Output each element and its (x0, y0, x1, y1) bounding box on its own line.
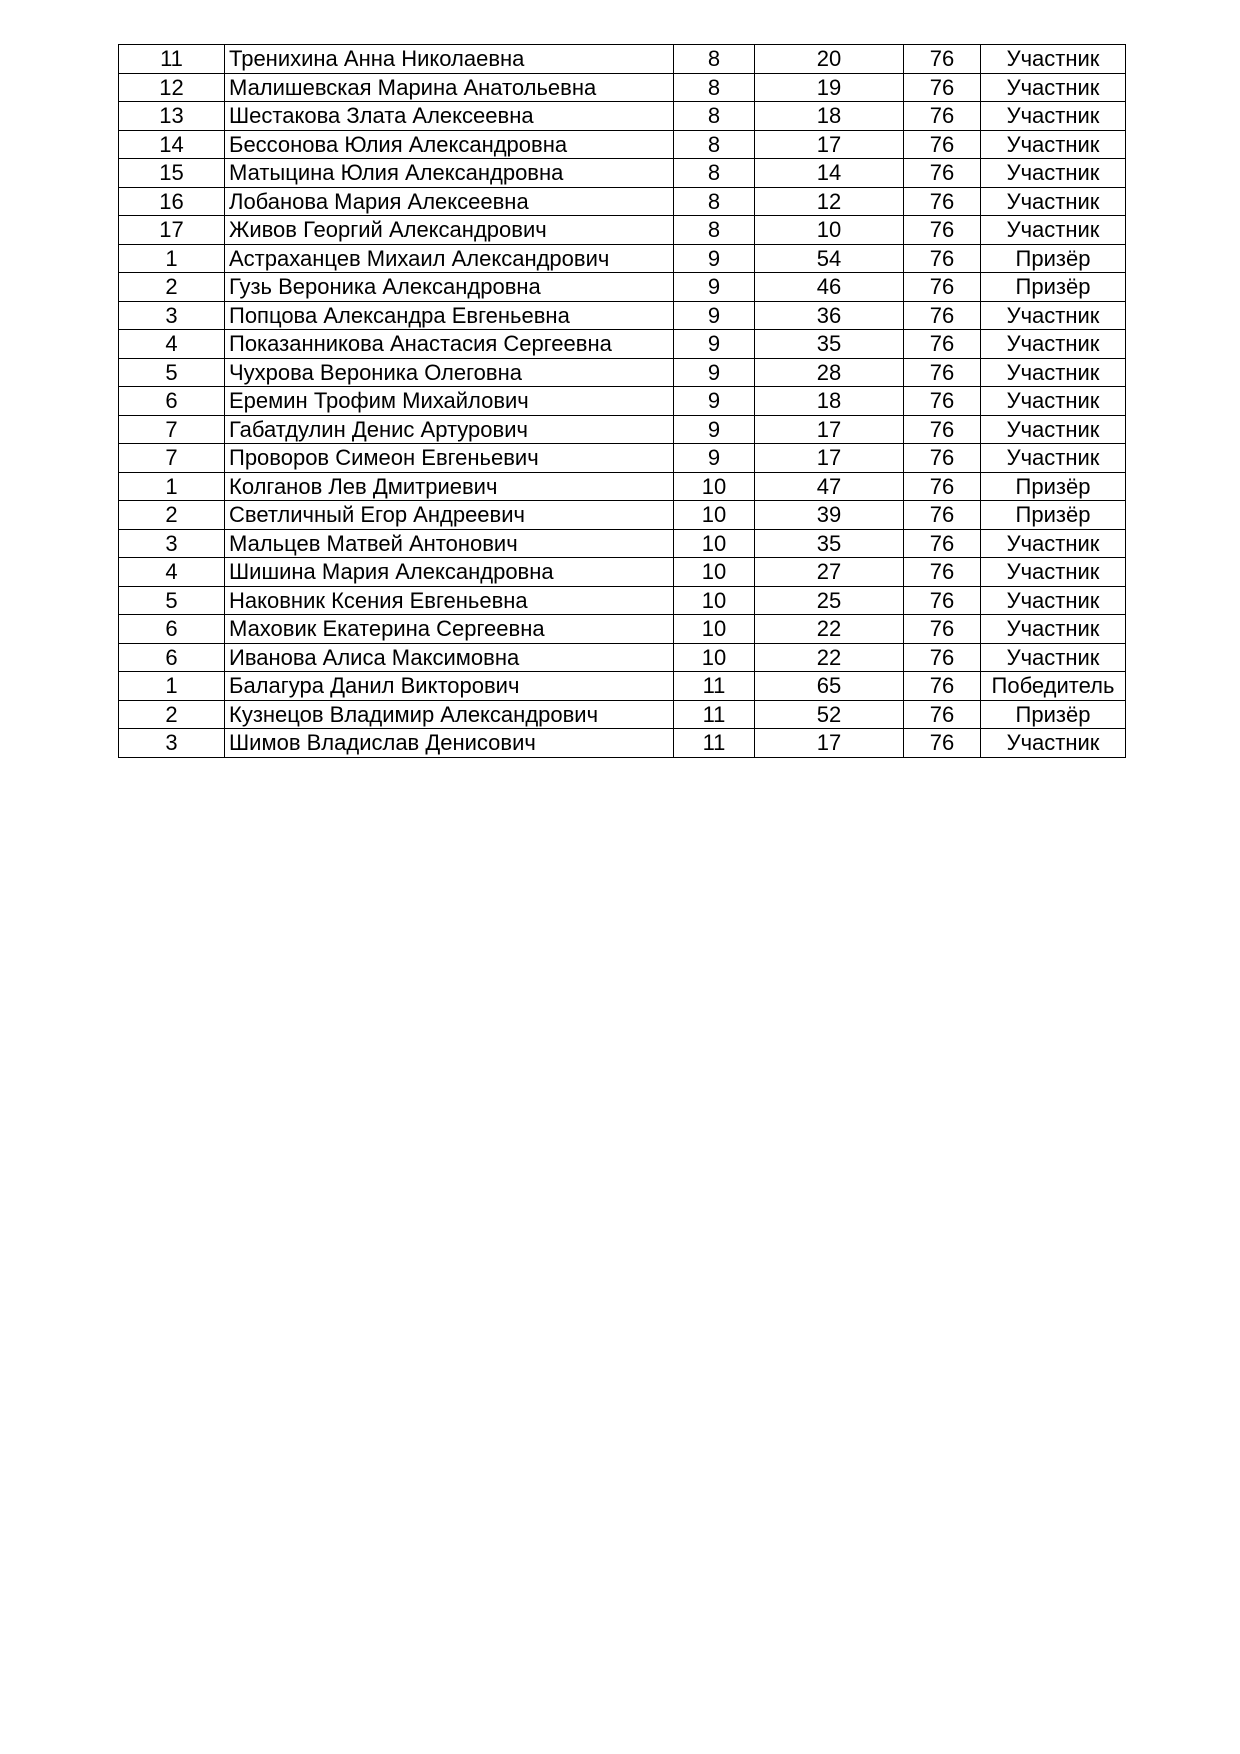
grade-cell: 11 (674, 700, 755, 729)
place-cell: 4 (119, 330, 225, 359)
table-row (119, 472, 1126, 501)
place-cell: 1 (119, 672, 225, 701)
grade-cell: 9 (674, 330, 755, 359)
place-cell: 15 (119, 159, 225, 188)
participant-name-cell: Лобанова Мария Алексеевна (225, 187, 674, 216)
participant-name-cell: Светличный Егор Андреевич (225, 501, 674, 530)
grade-cell: 10 (674, 558, 755, 587)
table-row (119, 672, 1126, 701)
table-row (119, 73, 1126, 102)
participant-name-cell: Живов Георгий Александрович (225, 216, 674, 245)
place-cell: 1 (119, 244, 225, 273)
table-row (119, 700, 1126, 729)
score-cell: 19 (755, 73, 904, 102)
score-cell: 46 (755, 273, 904, 302)
max-score-cell: 76 (904, 700, 981, 729)
max-score-cell: 76 (904, 301, 981, 330)
score-cell: 18 (755, 102, 904, 131)
place-cell: 7 (119, 415, 225, 444)
participant-name-cell: Шестакова Злата Алексеевна (225, 102, 674, 131)
status-cell: Участник (981, 187, 1126, 216)
score-cell: 14 (755, 159, 904, 188)
table-row (119, 529, 1126, 558)
score-cell: 54 (755, 244, 904, 273)
grade-cell: 11 (674, 729, 755, 758)
participant-name-cell: Тренихина Анна Николаевна (225, 45, 674, 74)
participant-name-cell: Бессонова Юлия Александровна (225, 130, 674, 159)
table-row (119, 415, 1126, 444)
table-row (119, 643, 1126, 672)
max-score-cell: 76 (904, 130, 981, 159)
grade-cell: 9 (674, 444, 755, 473)
results-table-body (119, 45, 1126, 758)
status-cell: Победитель (981, 672, 1126, 701)
max-score-cell: 76 (904, 672, 981, 701)
max-score-cell: 76 (904, 729, 981, 758)
participant-name-cell: Еремин Трофим Михайлович (225, 387, 674, 416)
max-score-cell: 76 (904, 586, 981, 615)
status-cell: Участник (981, 387, 1126, 416)
table-row (119, 216, 1126, 245)
status-cell: Участник (981, 415, 1126, 444)
max-score-cell: 76 (904, 330, 981, 359)
max-score-cell: 76 (904, 73, 981, 102)
participant-name-cell: Гузь Вероника Александровна (225, 273, 674, 302)
grade-cell: 8 (674, 73, 755, 102)
status-cell: Участник (981, 159, 1126, 188)
table-row (119, 273, 1126, 302)
score-cell: 25 (755, 586, 904, 615)
score-cell: 22 (755, 643, 904, 672)
grade-cell: 9 (674, 387, 755, 416)
place-cell: 3 (119, 301, 225, 330)
max-score-cell: 76 (904, 273, 981, 302)
max-score-cell: 76 (904, 159, 981, 188)
place-cell: 2 (119, 700, 225, 729)
table-row (119, 102, 1126, 131)
results-table (118, 44, 1126, 758)
participant-name-cell: Показанникова Анастасия Сергеевна (225, 330, 674, 359)
place-cell: 3 (119, 729, 225, 758)
table-row (119, 244, 1126, 273)
max-score-cell: 76 (904, 558, 981, 587)
place-cell: 2 (119, 273, 225, 302)
table-row (119, 558, 1126, 587)
participant-name-cell: Чухрова Вероника Олеговна (225, 358, 674, 387)
table-row (119, 159, 1126, 188)
max-score-cell: 76 (904, 615, 981, 644)
place-cell: 14 (119, 130, 225, 159)
participant-name-cell: Малишевская Марина Анатольевна (225, 73, 674, 102)
max-score-cell: 76 (904, 187, 981, 216)
status-cell: Участник (981, 216, 1126, 245)
max-score-cell: 76 (904, 444, 981, 473)
place-cell: 4 (119, 558, 225, 587)
participant-name-cell: Маховик Екатерина Сергеевна (225, 615, 674, 644)
status-cell: Призёр (981, 501, 1126, 530)
place-cell: 5 (119, 358, 225, 387)
participant-name-cell: Иванова Алиса Максимовна (225, 643, 674, 672)
participant-name-cell: Проворов Симеон Евгеньевич (225, 444, 674, 473)
score-cell: 28 (755, 358, 904, 387)
place-cell: 11 (119, 45, 225, 74)
status-cell: Участник (981, 444, 1126, 473)
grade-cell: 9 (674, 301, 755, 330)
max-score-cell: 76 (904, 387, 981, 416)
score-cell: 18 (755, 387, 904, 416)
place-cell: 3 (119, 529, 225, 558)
grade-cell: 9 (674, 415, 755, 444)
score-cell: 65 (755, 672, 904, 701)
participant-name-cell: Наковник Ксения Евгеньевна (225, 586, 674, 615)
participant-name-cell: Колганов Лев Дмитриевич (225, 472, 674, 501)
place-cell: 7 (119, 444, 225, 473)
grade-cell: 8 (674, 45, 755, 74)
place-cell: 16 (119, 187, 225, 216)
score-cell: 17 (755, 415, 904, 444)
status-cell: Участник (981, 102, 1126, 131)
grade-cell: 9 (674, 244, 755, 273)
table-row (119, 586, 1126, 615)
grade-cell: 8 (674, 102, 755, 131)
max-score-cell: 76 (904, 102, 981, 131)
table-row (119, 301, 1126, 330)
table-row (119, 330, 1126, 359)
status-cell: Призёр (981, 273, 1126, 302)
grade-cell: 10 (674, 529, 755, 558)
score-cell: 20 (755, 45, 904, 74)
grade-cell: 10 (674, 615, 755, 644)
score-cell: 35 (755, 529, 904, 558)
status-cell: Участник (981, 45, 1126, 74)
status-cell: Призёр (981, 244, 1126, 273)
score-cell: 36 (755, 301, 904, 330)
participant-name-cell: Астраханцев Михаил Александрович (225, 244, 674, 273)
participant-name-cell: Матыцина Юлия Александровна (225, 159, 674, 188)
score-cell: 47 (755, 472, 904, 501)
place-cell: 2 (119, 501, 225, 530)
grade-cell: 10 (674, 586, 755, 615)
score-cell: 17 (755, 130, 904, 159)
participant-name-cell: Балагура Данил Викторович (225, 672, 674, 701)
table-row (119, 615, 1126, 644)
score-cell: 12 (755, 187, 904, 216)
place-cell: 1 (119, 472, 225, 501)
max-score-cell: 76 (904, 643, 981, 672)
status-cell: Призёр (981, 472, 1126, 501)
score-cell: 17 (755, 729, 904, 758)
status-cell: Призёр (981, 700, 1126, 729)
table-row (119, 187, 1126, 216)
table-row (119, 130, 1126, 159)
score-cell: 39 (755, 501, 904, 530)
place-cell: 6 (119, 643, 225, 672)
grade-cell: 10 (674, 472, 755, 501)
table-row (119, 444, 1126, 473)
participant-name-cell: Попцова Александра Евгеньевна (225, 301, 674, 330)
status-cell: Участник (981, 729, 1126, 758)
status-cell: Участник (981, 615, 1126, 644)
participant-name-cell: Габатдулин Денис Артурович (225, 415, 674, 444)
max-score-cell: 76 (904, 501, 981, 530)
max-score-cell: 76 (904, 216, 981, 245)
max-score-cell: 76 (904, 358, 981, 387)
participant-name-cell: Мальцев Матвей Антонович (225, 529, 674, 558)
grade-cell: 9 (674, 358, 755, 387)
status-cell: Участник (981, 301, 1126, 330)
status-cell: Участник (981, 643, 1126, 672)
grade-cell: 8 (674, 130, 755, 159)
max-score-cell: 76 (904, 45, 981, 74)
status-cell: Участник (981, 130, 1126, 159)
place-cell: 5 (119, 586, 225, 615)
table-row (119, 45, 1126, 74)
grade-cell: 8 (674, 187, 755, 216)
grade-cell: 8 (674, 159, 755, 188)
grade-cell: 10 (674, 643, 755, 672)
score-cell: 27 (755, 558, 904, 587)
score-cell: 10 (755, 216, 904, 245)
status-cell: Участник (981, 586, 1126, 615)
score-cell: 52 (755, 700, 904, 729)
grade-cell: 8 (674, 216, 755, 245)
table-row (119, 358, 1126, 387)
place-cell: 6 (119, 387, 225, 416)
place-cell: 17 (119, 216, 225, 245)
participant-name-cell: Шимов Владислав Денисович (225, 729, 674, 758)
grade-cell: 11 (674, 672, 755, 701)
status-cell: Участник (981, 73, 1126, 102)
grade-cell: 10 (674, 501, 755, 530)
place-cell: 12 (119, 73, 225, 102)
table-row (119, 729, 1126, 758)
score-cell: 22 (755, 615, 904, 644)
table-row (119, 501, 1126, 530)
status-cell: Участник (981, 330, 1126, 359)
place-cell: 6 (119, 615, 225, 644)
grade-cell: 9 (674, 273, 755, 302)
status-cell: Участник (981, 529, 1126, 558)
status-cell: Участник (981, 358, 1126, 387)
max-score-cell: 76 (904, 472, 981, 501)
table-row (119, 387, 1126, 416)
participant-name-cell: Кузнецов Владимир Александрович (225, 700, 674, 729)
score-cell: 35 (755, 330, 904, 359)
max-score-cell: 76 (904, 244, 981, 273)
max-score-cell: 76 (904, 415, 981, 444)
status-cell: Участник (981, 558, 1126, 587)
max-score-cell: 76 (904, 529, 981, 558)
place-cell: 13 (119, 102, 225, 131)
score-cell: 17 (755, 444, 904, 473)
participant-name-cell: Шишина Мария Александровна (225, 558, 674, 587)
